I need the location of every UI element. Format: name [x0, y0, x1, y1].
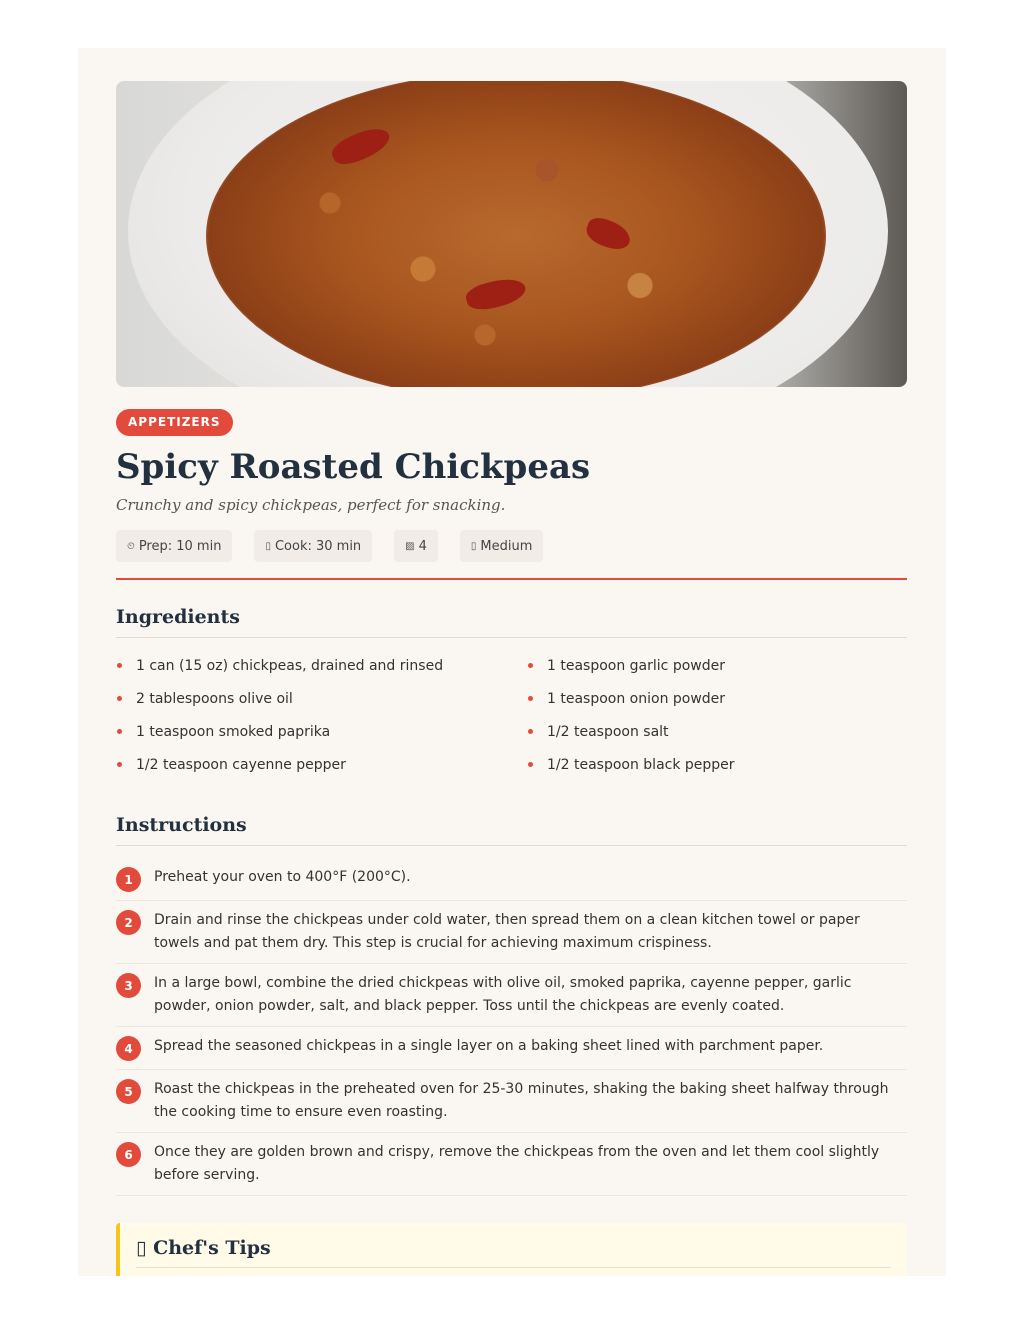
step-number: 5 [116, 1079, 141, 1104]
ingredient-item [116, 656, 527, 675]
ingredient-item [527, 755, 907, 774]
step-number: 3 [116, 973, 141, 998]
ingredient-text: 1 teaspoon smoked paprika [136, 723, 331, 740]
servings-chip [394, 530, 438, 562]
recipe-meta [116, 530, 907, 562]
instruction-step [116, 964, 907, 1027]
ingredient-item [527, 656, 907, 675]
chickpea-pile-shape [206, 81, 826, 387]
chefs-tips-title: Chef's Tips [153, 1237, 271, 1259]
title-divider [116, 578, 907, 580]
instruction-step [116, 1027, 907, 1070]
chef-hat-icon: ▯ [136, 1237, 147, 1259]
step-text: Spread the seasoned chickpeas in a single layer on a baking sheet lined with parchment paper. [154, 1038, 824, 1054]
bullet-icon [528, 663, 533, 668]
clock-icon: ⏲ [127, 540, 135, 552]
instruction-step [116, 1133, 907, 1196]
instructions-heading: Instructions [116, 814, 907, 846]
difficulty-chip [460, 530, 544, 562]
recipe-hero-image [116, 81, 907, 387]
ingredients-list [116, 656, 907, 774]
instruction-step [116, 1070, 907, 1133]
difficulty-icon: ▯ [470, 540, 477, 552]
chefs-tips-heading [136, 1237, 891, 1268]
bullet-icon [528, 696, 533, 701]
step-number: 2 [116, 910, 141, 935]
servings-icon: ▨ [405, 540, 415, 552]
instructions-list [116, 858, 907, 1196]
recipe-content [116, 81, 907, 1276]
bullet-icon [117, 762, 122, 767]
recipe-title: Spicy Roasted Chickpeas [116, 447, 591, 487]
instruction-step [116, 858, 907, 901]
step-text: Roast the chickpeas in the preheated oven for 25-30 minutes, shaking the baking sheet halfway through the cooking time to ensure even roasting. [154, 1081, 889, 1120]
cook-time-chip [254, 530, 372, 562]
step-number: 6 [116, 1142, 141, 1167]
ingredient-item [527, 722, 907, 741]
ingredient-item [527, 689, 907, 708]
ingredient-text: 2 tablespoons olive oil [136, 690, 293, 707]
category-badge[interactable]: APPETIZERS [116, 409, 233, 436]
step-number: 4 [116, 1036, 141, 1061]
ingredient-item [116, 722, 527, 741]
step-text: In a large bowl, combine the dried chickpeas with olive oil, smoked paprika, cayenne pepper, garlic powder, onion powder, salt, and black pepper. Toss until the chickpeas are evenly coated. [154, 975, 852, 1014]
fire-icon: ▯ [265, 540, 271, 552]
ingredient-text: 1/2 teaspoon cayenne pepper [136, 756, 346, 773]
bullet-icon [117, 729, 122, 734]
servings-label: 4 [418, 538, 427, 554]
instruction-step [116, 901, 907, 964]
cook-time-label: Cook: 30 min [274, 538, 362, 554]
ingredient-text: 1 teaspoon garlic powder [547, 657, 725, 674]
ingredient-text: 1/2 teaspoon salt [547, 723, 669, 740]
step-text: Drain and rinse the chickpeas under cold water, then spread them on a clean kitchen towel or paper towels and pat them dry. This step is crucial for achieving maximum crispiness. [154, 912, 860, 951]
chefs-tips-box [116, 1223, 907, 1276]
ingredient-text: 1 teaspoon onion powder [547, 690, 726, 707]
step-text: Preheat your oven to 400°F (200°C). [154, 869, 411, 885]
bullet-icon [528, 729, 533, 734]
prep-time-label: Prep: 10 min [138, 538, 222, 554]
prep-time-chip [116, 530, 232, 562]
ingredient-item [116, 755, 527, 774]
difficulty-label: Medium [480, 538, 533, 554]
ingredients-heading: Ingredients [116, 606, 907, 638]
step-number: 1 [116, 867, 141, 892]
recipe-card [78, 48, 946, 1276]
ingredient-text: 1 can (15 oz) chickpeas, drained and rinsed [136, 657, 444, 674]
step-text: Once they are golden brown and crispy, remove the chickpeas from the oven and let them cool slightly before serving. [154, 1144, 880, 1183]
bullet-icon [117, 663, 122, 668]
bullet-icon [117, 696, 122, 701]
recipe-subtitle: Crunchy and spicy chickpeas, perfect for snacking. [116, 496, 506, 514]
bullet-icon [528, 762, 533, 767]
ingredient-text: 1/2 teaspoon black pepper [547, 756, 735, 773]
ingredient-item [116, 689, 527, 708]
